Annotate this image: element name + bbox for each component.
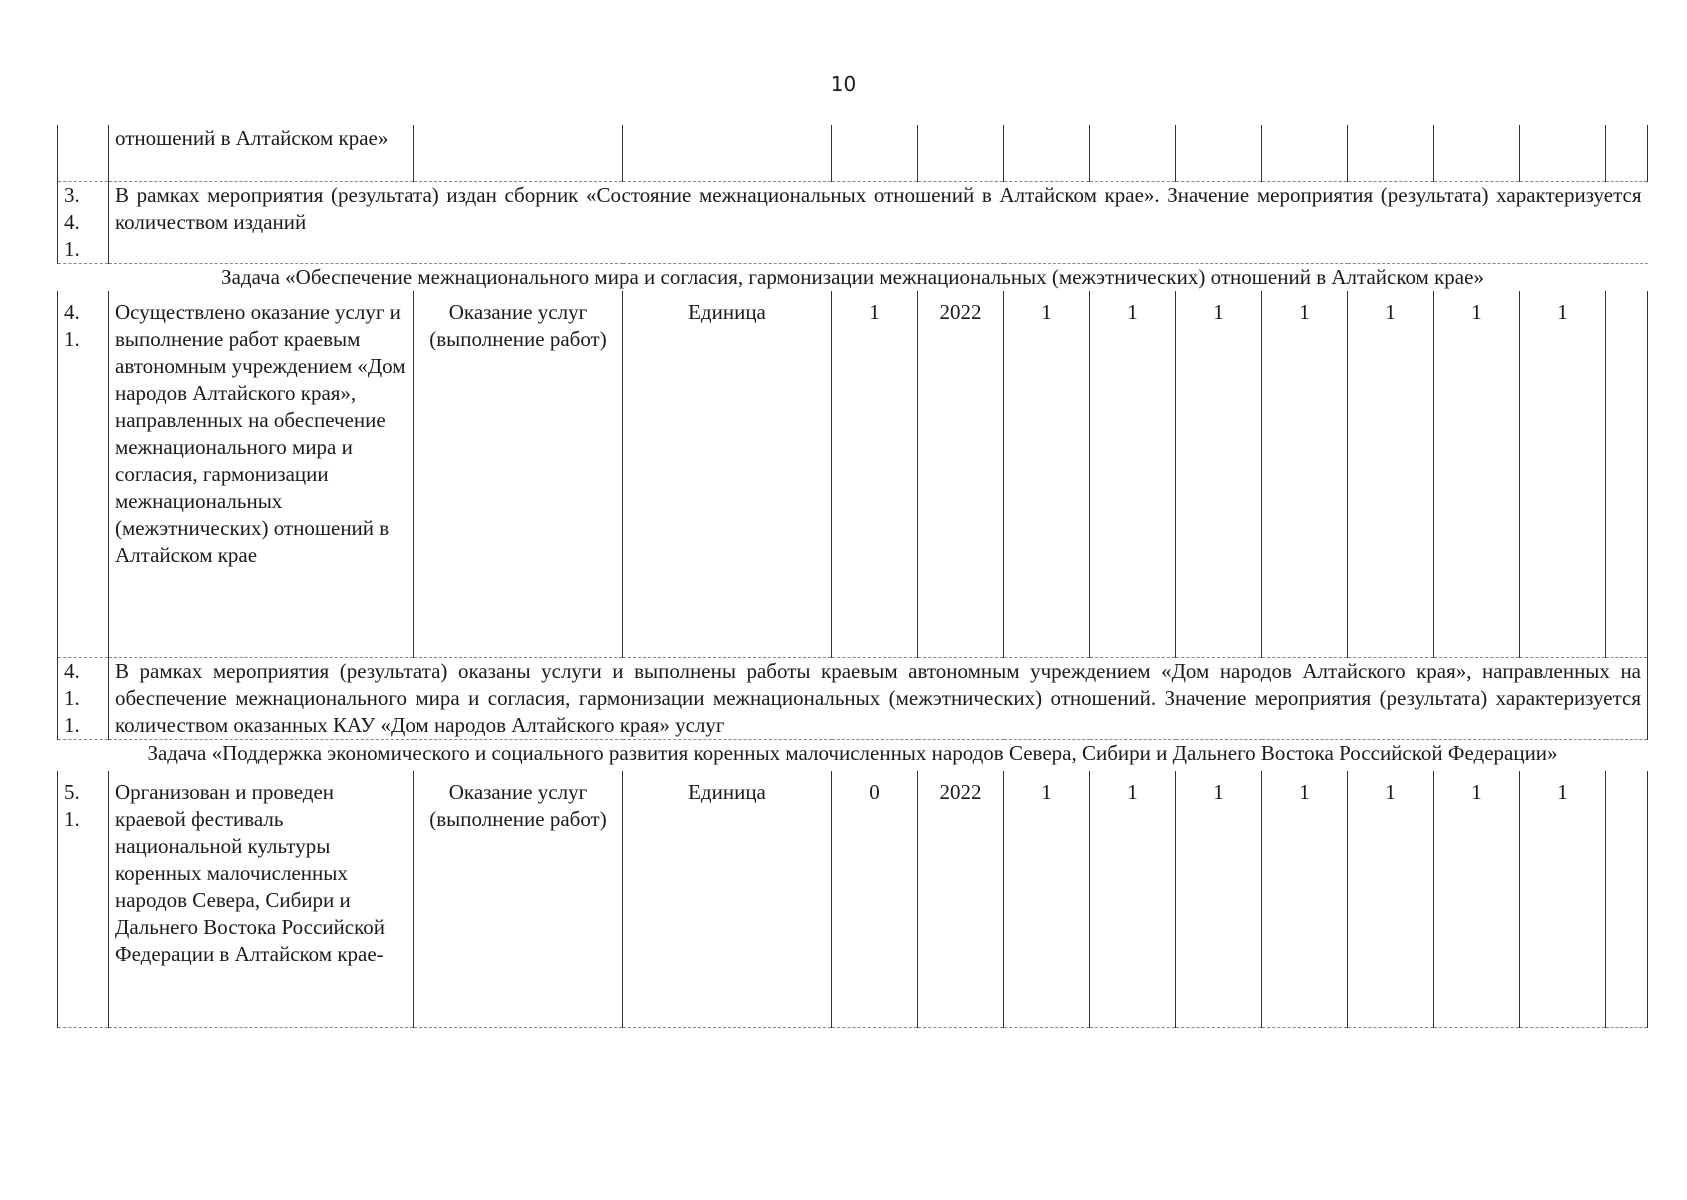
- task-heading: Задача «Обеспечение межнационального мира и согласия, гармонизации межнациональных (межэтнических) отношений в Алтайском крае»: [58, 264, 1648, 292]
- table-row: [58, 182, 1648, 264]
- base-year: 2022: [918, 771, 1004, 1028]
- row-number: 5. 1.: [58, 771, 109, 1028]
- page-number: 10: [830, 72, 857, 96]
- measure-type: Оказание услуг (выполнение работ): [414, 291, 623, 658]
- row-number: 4. 1.: [58, 291, 109, 658]
- indicators-table: [57, 125, 1648, 1028]
- row-number: [58, 125, 109, 182]
- year-value: 1: [1176, 771, 1262, 1028]
- year-value: 1: [1262, 771, 1348, 1028]
- measure-description: В рамках мероприятия (результата) издан сборник «Состояние межнациональных отношений в Алтайском крае». Значение мероприятия (результата) характеризуется количеством изданий: [109, 182, 1648, 264]
- table-row: [58, 125, 1648, 182]
- measure-name: Осуществлено оказание услуг и выполнение работ краевым автономным учреждением «Дом народов Алтайского края», направленных на обеспечение межнационального мира и согласия, гармонизации межнациональных (межэтнических) отношений в Алтайском крае: [109, 291, 414, 658]
- unit: Единица: [623, 291, 832, 658]
- table-row: [58, 658, 1648, 740]
- table-row: [58, 291, 1648, 658]
- year-value: 1: [1434, 291, 1520, 658]
- task-heading-row: [58, 740, 1648, 772]
- year-value: 1: [1348, 291, 1434, 658]
- unit: Единица: [623, 771, 832, 1028]
- year-value: 1: [1520, 771, 1606, 1028]
- year-value: 1: [1004, 771, 1090, 1028]
- base-value: 0: [832, 771, 918, 1028]
- year-value: 1: [1348, 771, 1434, 1028]
- table-row: [58, 771, 1648, 1028]
- year-value: 1: [1434, 771, 1520, 1028]
- year-value: 1: [1090, 291, 1176, 658]
- measure-name: отношений в Алтайском крае»: [109, 125, 414, 182]
- year-value: 1: [1090, 771, 1176, 1028]
- measure-type: Оказание услуг (выполнение работ): [414, 771, 623, 1028]
- year-value: 1: [1176, 291, 1262, 658]
- row-number: 3. 4. 1.: [58, 182, 109, 264]
- base-year: 2022: [918, 291, 1004, 658]
- measure-description: В рамках мероприятия (результата) оказаны услуги и выполнены работы краевым автономным учреждением «Дом народов Алтайского края», направленных на обеспечение межнационального мира и согласия, гармонизации межнациональных (межэтнических) отношений. Значение мероприятия (результата) характеризуется количеством оказанных КАУ «Дом народов Алтайского края» услуг: [109, 658, 1648, 740]
- task-heading: Задача «Поддержка экономического и социального развития коренных малочисленных народов Севера, Сибири и Дальнего Востока Российской Федерации»: [58, 740, 1648, 772]
- measure-name: Организован и проведен краевой фестиваль национальной культуры коренных малочисленных народов Севера, Сибири и Дальнего Востока Российской Федерации в Алтайском крае-: [109, 771, 414, 1028]
- year-value: 1: [1004, 291, 1090, 658]
- year-value: 1: [1262, 291, 1348, 658]
- year-value: 1: [1520, 291, 1606, 658]
- row-number: 4. 1. 1.: [58, 658, 109, 740]
- base-value: 1: [832, 291, 918, 658]
- task-heading-row: [58, 264, 1648, 292]
